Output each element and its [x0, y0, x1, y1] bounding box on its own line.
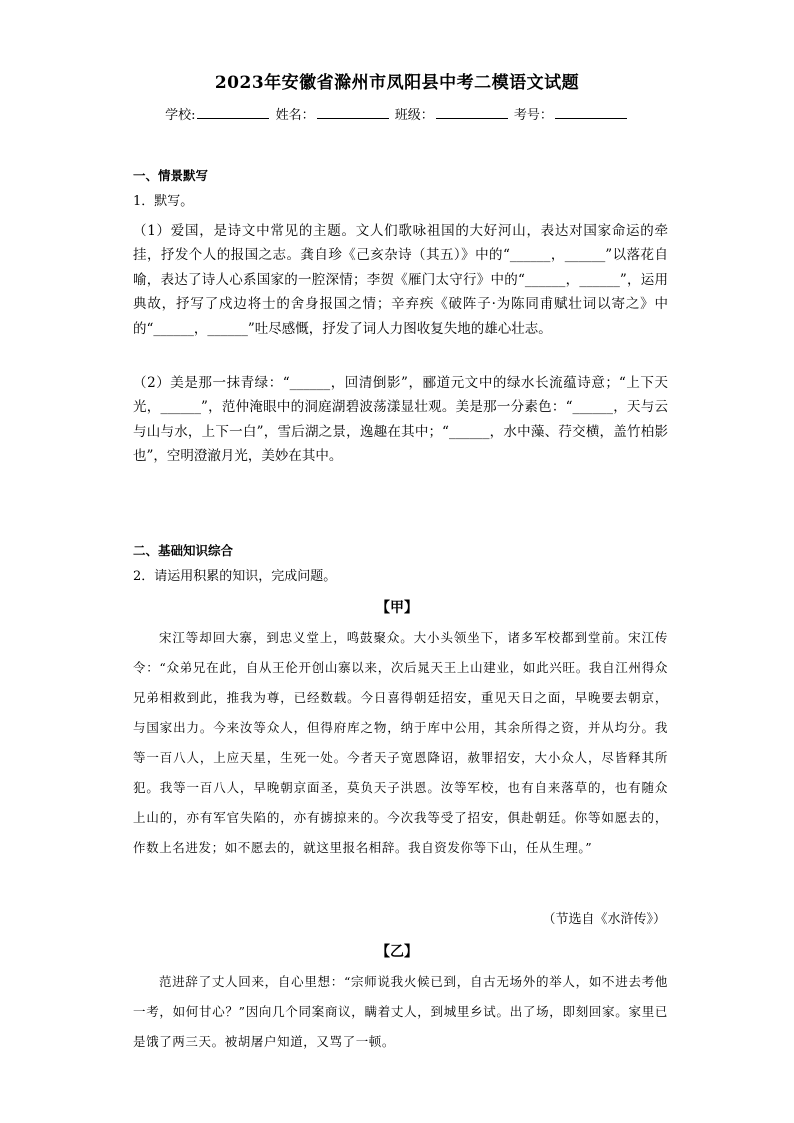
question-2-stem: 2．请运用积累的知识，完成问题。: [133, 569, 337, 584]
section2-heading: 二、基础知识综合: [133, 543, 234, 558]
school-blank[interactable]: [197, 106, 269, 119]
passage-yi-label: 【乙】: [376, 944, 418, 960]
page-title: 2023年安徽省滁州市凤阳县中考二模语文试题: [214, 73, 580, 93]
class-label: 班级：: [394, 108, 434, 123]
exam-no-blank[interactable]: [555, 106, 627, 119]
question-1-part-2: （2）美是那一抹青绿：“______，回清倒影”，郦道元文中的绿水长流蕴诗意；“上下天光，______”，范仲淹眼中的洞庭湖碧波荡漾显壮观。美是那一分素色：“______，天与云与山与水，上下一白”，雪后湖之景，逸趣在其中；“______，水中藻、荇交横，盖竹柏影也”，空明澄澈月光，美妙在其中。: [133, 375, 668, 465]
question-1-stem: 1．默写。: [133, 194, 194, 209]
passage-jia-label: 【甲】: [376, 600, 418, 616]
class-blank[interactable]: [436, 106, 508, 119]
student-info-line: [0, 104, 794, 123]
passage-jia-source: （节选自《水浒传》）: [542, 912, 666, 927]
section1-heading: 一、情景默写: [133, 168, 209, 183]
name-label: 姓名：: [275, 108, 315, 123]
passage-jia-text: 宋江等却回大寨，到忠义堂上，鸣鼓聚众。大小头领坐下，诸多军校都到堂前。宋江传令：“众弟兄在此，自从王伦开创山寨以来，次后晁天王上山建业，如此兴旺。我自江州得众兄弟相救到此，推我为尊，已经数载。今日喜得朝廷招安，重见天日之面，早晚要去朝京，与国家出力。今来汝等众人，但得府库之物，纳于库中公用，其余所得之资，并从均分。我等一百八人，上应天星，生死一处。今者天子宽恩降诏，赦罪招安，大小众人，尽皆释其所犯。我等一百八人，早晚朝京面圣，莫负天子洪恩。汝等军校，也有自来落草的，也有随众上山的，亦有军官失陷的，亦有掳掠来的。今次我等受了招安，俱赴朝廷。你等如愿去的，作数上名进发；如不愿去的，就这里报名相辞。我自资发你等下山，任从生理。”: [133, 630, 668, 855]
question-1-part-1: （1）爱国，是诗文中常见的主题。文人们歌咏祖国的大好河山，表达对国家命运的牵挂，抒发个人的报国之志。龚自珍《己亥杂诗（其五）》中的“______，______”以落花自喻，表达了诗人心系国家的一腔深情；李贺《雁门太守行》中的“______，______”，运用典故，抒写了戍边将士的舍身报国之情；辛弃疾《破阵子·为陈同甫赋壮词以寄之》中的“______，______”吐尽感慨，抒发了词人力图收复失地的雄心壮志。: [133, 223, 668, 337]
school-label: 学校:: [165, 108, 196, 123]
name-blank[interactable]: [317, 106, 389, 119]
exam-no-label: 考号：: [513, 108, 553, 123]
passage-yi-text: 范进辞了丈人回来，自心里想：“宗师说我火候已到，自古无场外的举人，如不进去考他一考，如何甘心？”因向几个同案商议，瞒着丈人，到城里乡试。出了场，即刻回家。家里已是饿了两三天。被胡屠户知道，又骂了一顿。: [133, 974, 668, 1049]
